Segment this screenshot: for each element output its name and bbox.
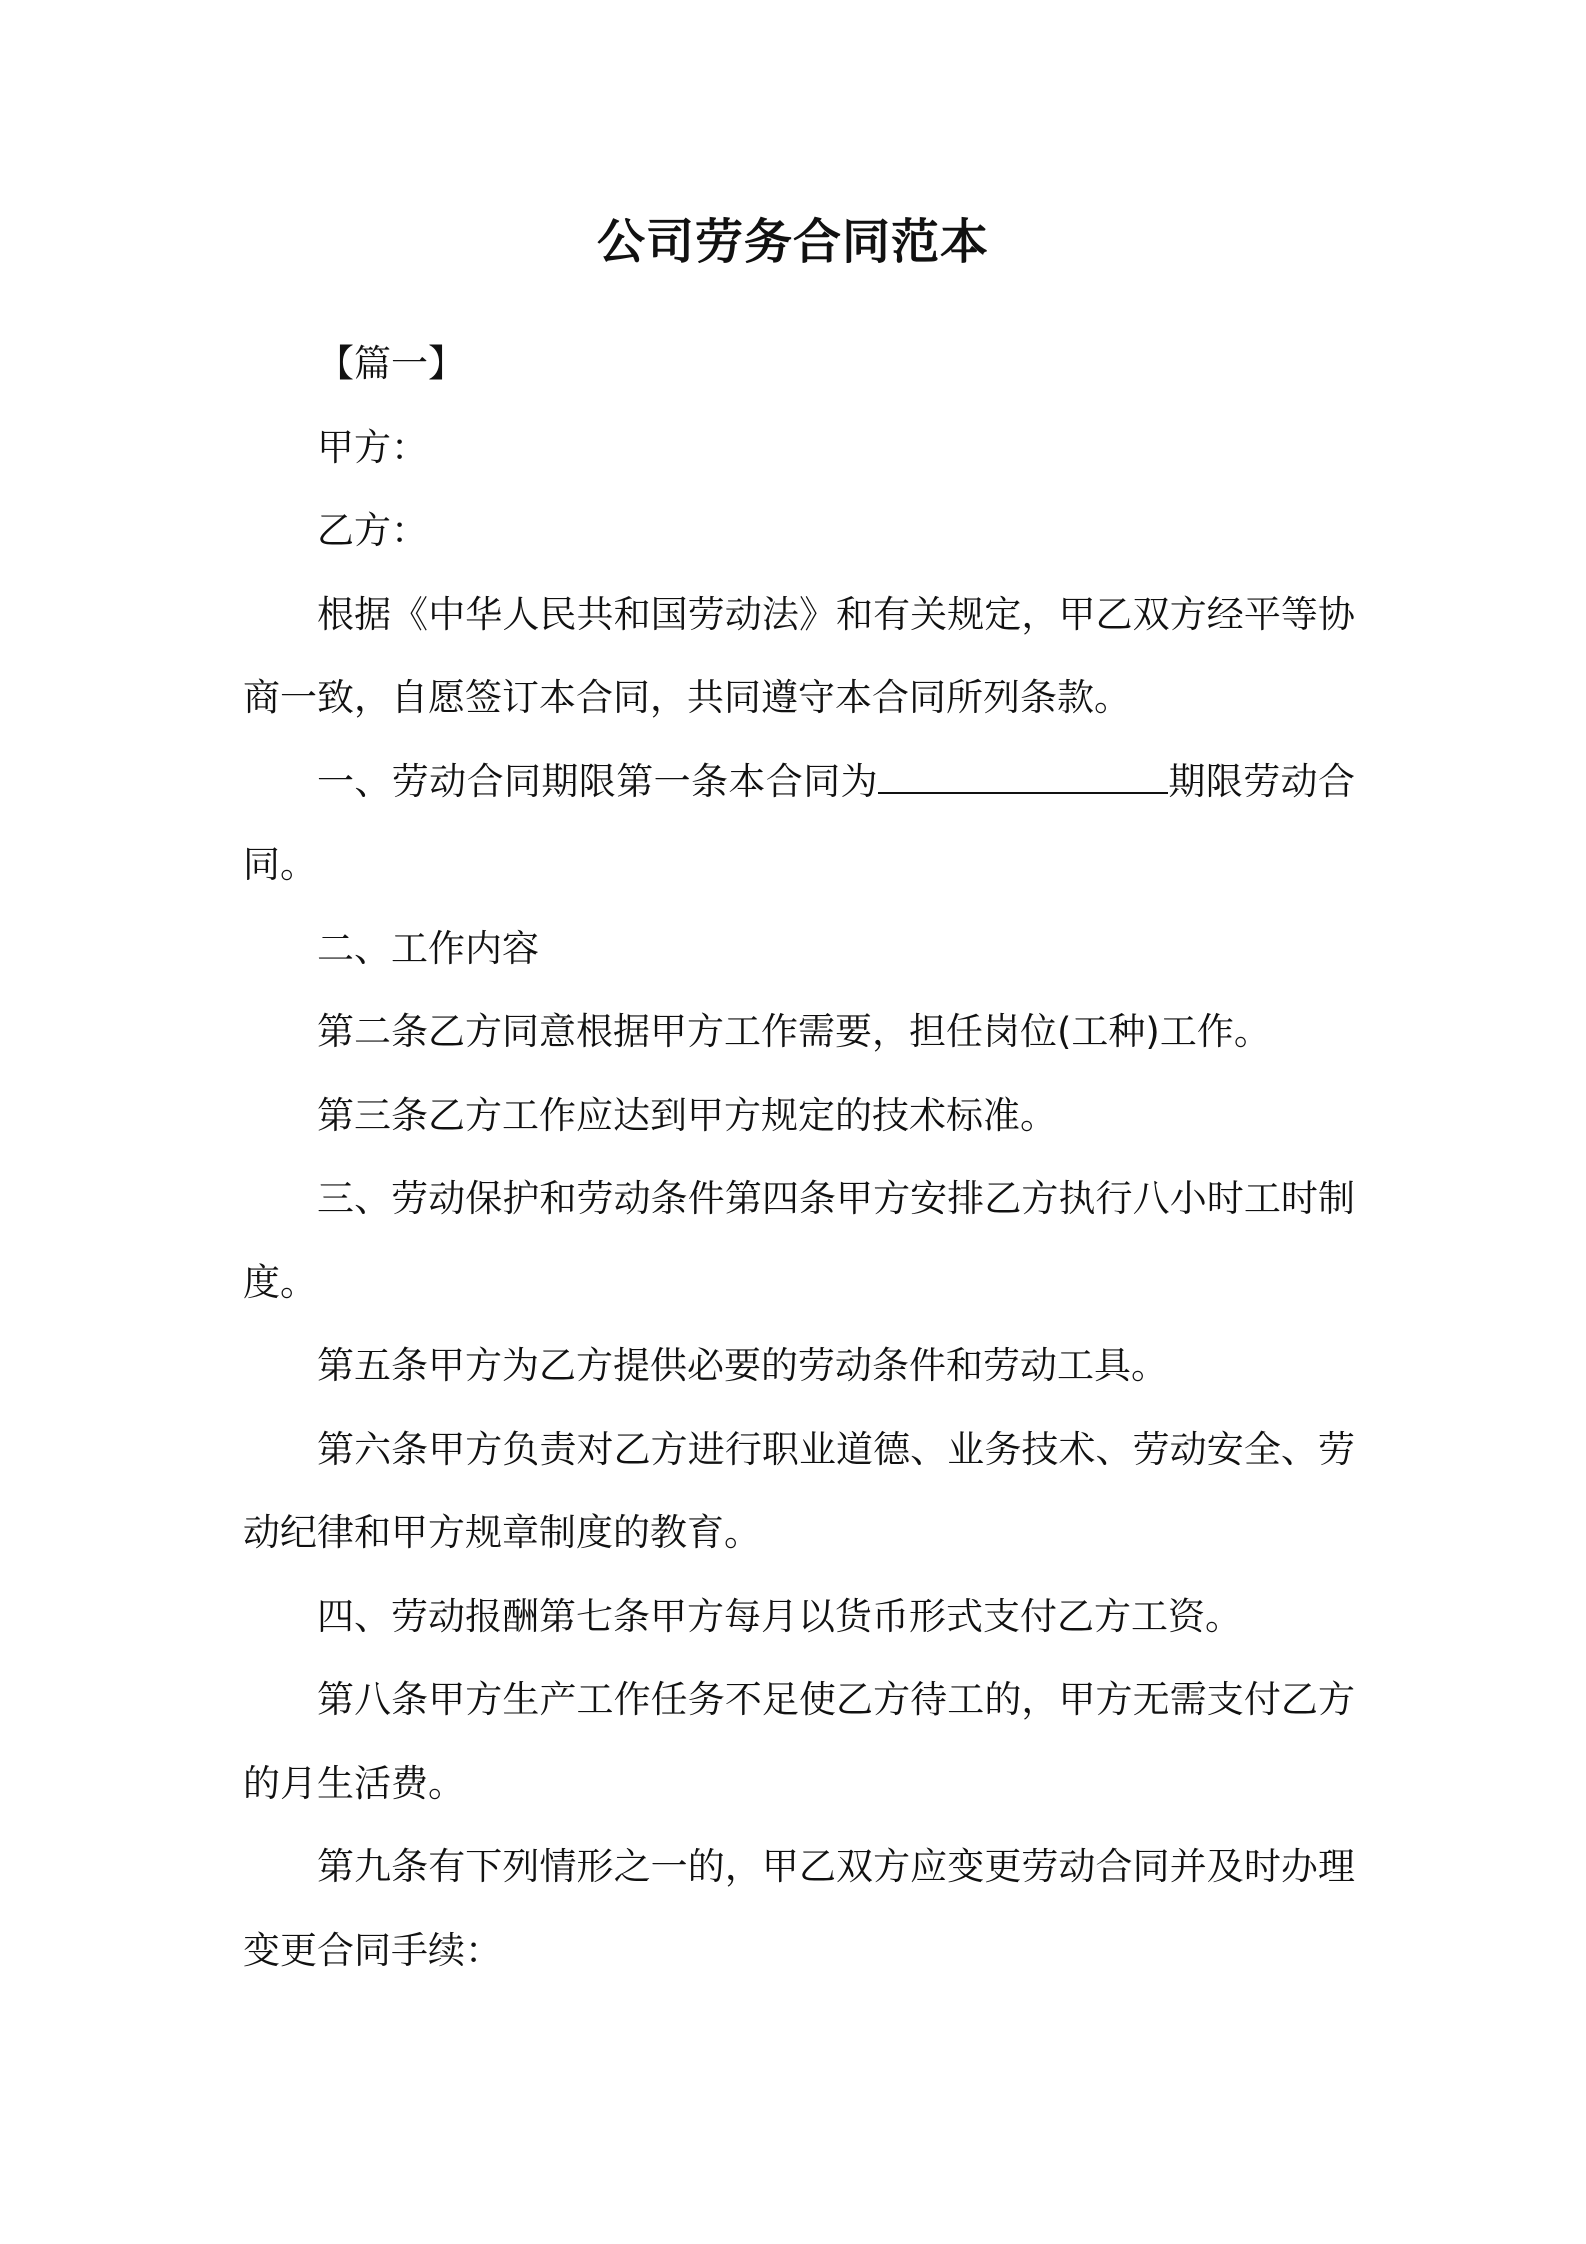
- document-body: [243, 322, 1355, 1992]
- clause-1-text-before: 一、劳动合同期限第一条本合同为: [317, 759, 878, 803]
- party-a-line: 甲方：: [317, 425, 428, 469]
- clause-4-paragraph: 三、劳动保护和劳动条件第四条甲方安排乙方执行八小时工时制度。: [243, 1177, 1355, 1304]
- clause-1-paragraph: [243, 740, 1355, 907]
- clause-7-paragraph: 四、劳动报酬第七条甲方每月以货币形式支付乙方工资。: [317, 1594, 1242, 1638]
- clause-1-text-after: 期限劳动合同。: [243, 759, 1355, 886]
- work-content-heading: 二、工作内容: [317, 926, 539, 970]
- clause-3-paragraph: 第三条乙方工作应达到甲方规定的技术标准。: [317, 1093, 1057, 1137]
- clause-9-paragraph: 第九条有下列情形之一的，甲乙双方应变更劳动合同并及时办理变更合同手续：: [243, 1845, 1355, 1972]
- preamble-paragraph: 根据《中华人民共和国劳动法》和有关规定，甲乙双方经平等协商一致，自愿签订本合同，共同遵守本合同所列条款。: [243, 592, 1355, 719]
- clause-2-paragraph: 第二条乙方同意根据甲方工作需要，担任岗位(工种)工作。: [317, 1010, 1271, 1053]
- section-label: 【篇一】: [317, 342, 465, 385]
- contract-term-blank: [878, 762, 1168, 794]
- document-title: 公司劳务合同范本: [596, 214, 989, 270]
- clause-8-paragraph: 第八条甲方生产工作任务不足使乙方待工的，甲方无需支付乙方的月生活费。: [243, 1678, 1355, 1805]
- clause-5-paragraph: 第五条甲方为乙方提供必要的劳动条件和劳动工具。: [317, 1344, 1168, 1387]
- party-b-line: 乙方：: [317, 509, 428, 552]
- clause-6-paragraph: 第六条甲方负责对乙方进行职业道德、业务技术、劳动安全、劳动纪律和甲方规章制度的教育。: [243, 1427, 1355, 1554]
